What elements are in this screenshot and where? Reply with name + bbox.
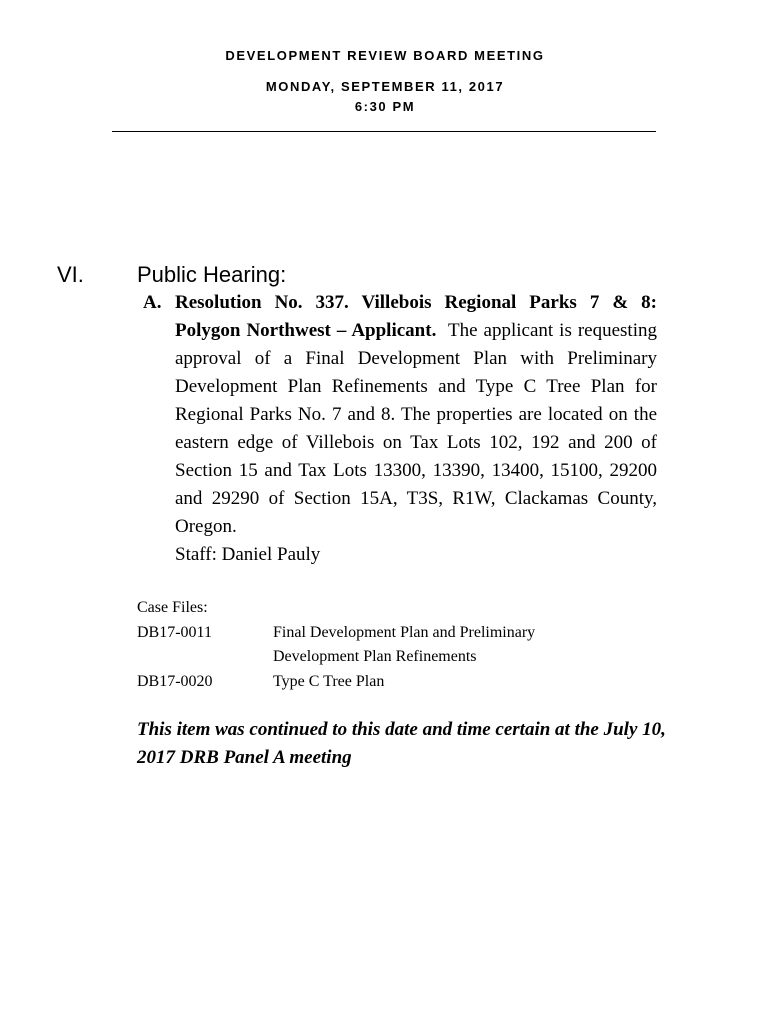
case-files-label: Case Files: xyxy=(137,599,208,616)
item-description: The applicant is requesting approval of a Final Development Plan with Preliminary Development Plan Refinements and Type C Tree Plan for Regional Parks No. 7 and 8. The properties are located on the eastern edge of Villebois on Tax Lots 102, 192 and 200 of Section 15 and Tax Lots 13300, 13390, 13400, 15100, 29200 and 29290 of Section 15A, T3S, R1W, Clackamas County, Oregon. xyxy=(175,320,657,537)
item-letter: A. xyxy=(143,292,162,313)
case-file-description: Type C Tree Plan xyxy=(273,673,385,690)
header-divider xyxy=(112,131,656,132)
meeting-date: MONDAY, SEPTEMBER 11, 2017 xyxy=(265,79,505,94)
agenda-item-body xyxy=(175,289,657,569)
item-heading: Resolution No. 337. Villebois Regional Parks 7 & 8: Polygon Northwest – Applicant. xyxy=(175,292,657,341)
case-file-id: DB17-0011 xyxy=(137,624,212,641)
continuation-note: This item was continued to this date and time certain at the July 10, 2017 DRB Panel A meeting xyxy=(137,719,666,768)
section-title: Public Hearing: xyxy=(137,262,287,287)
meeting-time: 6:30 PM xyxy=(354,99,416,114)
item-staff: Staff: Daniel Pauly xyxy=(175,544,321,565)
case-file-description: Final Development Plan and Preliminary xyxy=(273,624,536,641)
case-file-id: DB17-0020 xyxy=(137,673,213,690)
case-file-description-cont: Development Plan Refinements xyxy=(273,648,477,665)
section-number: VI. xyxy=(57,262,84,287)
meeting-title: DEVELOPMENT REVIEW BOARD MEETING xyxy=(225,48,545,63)
